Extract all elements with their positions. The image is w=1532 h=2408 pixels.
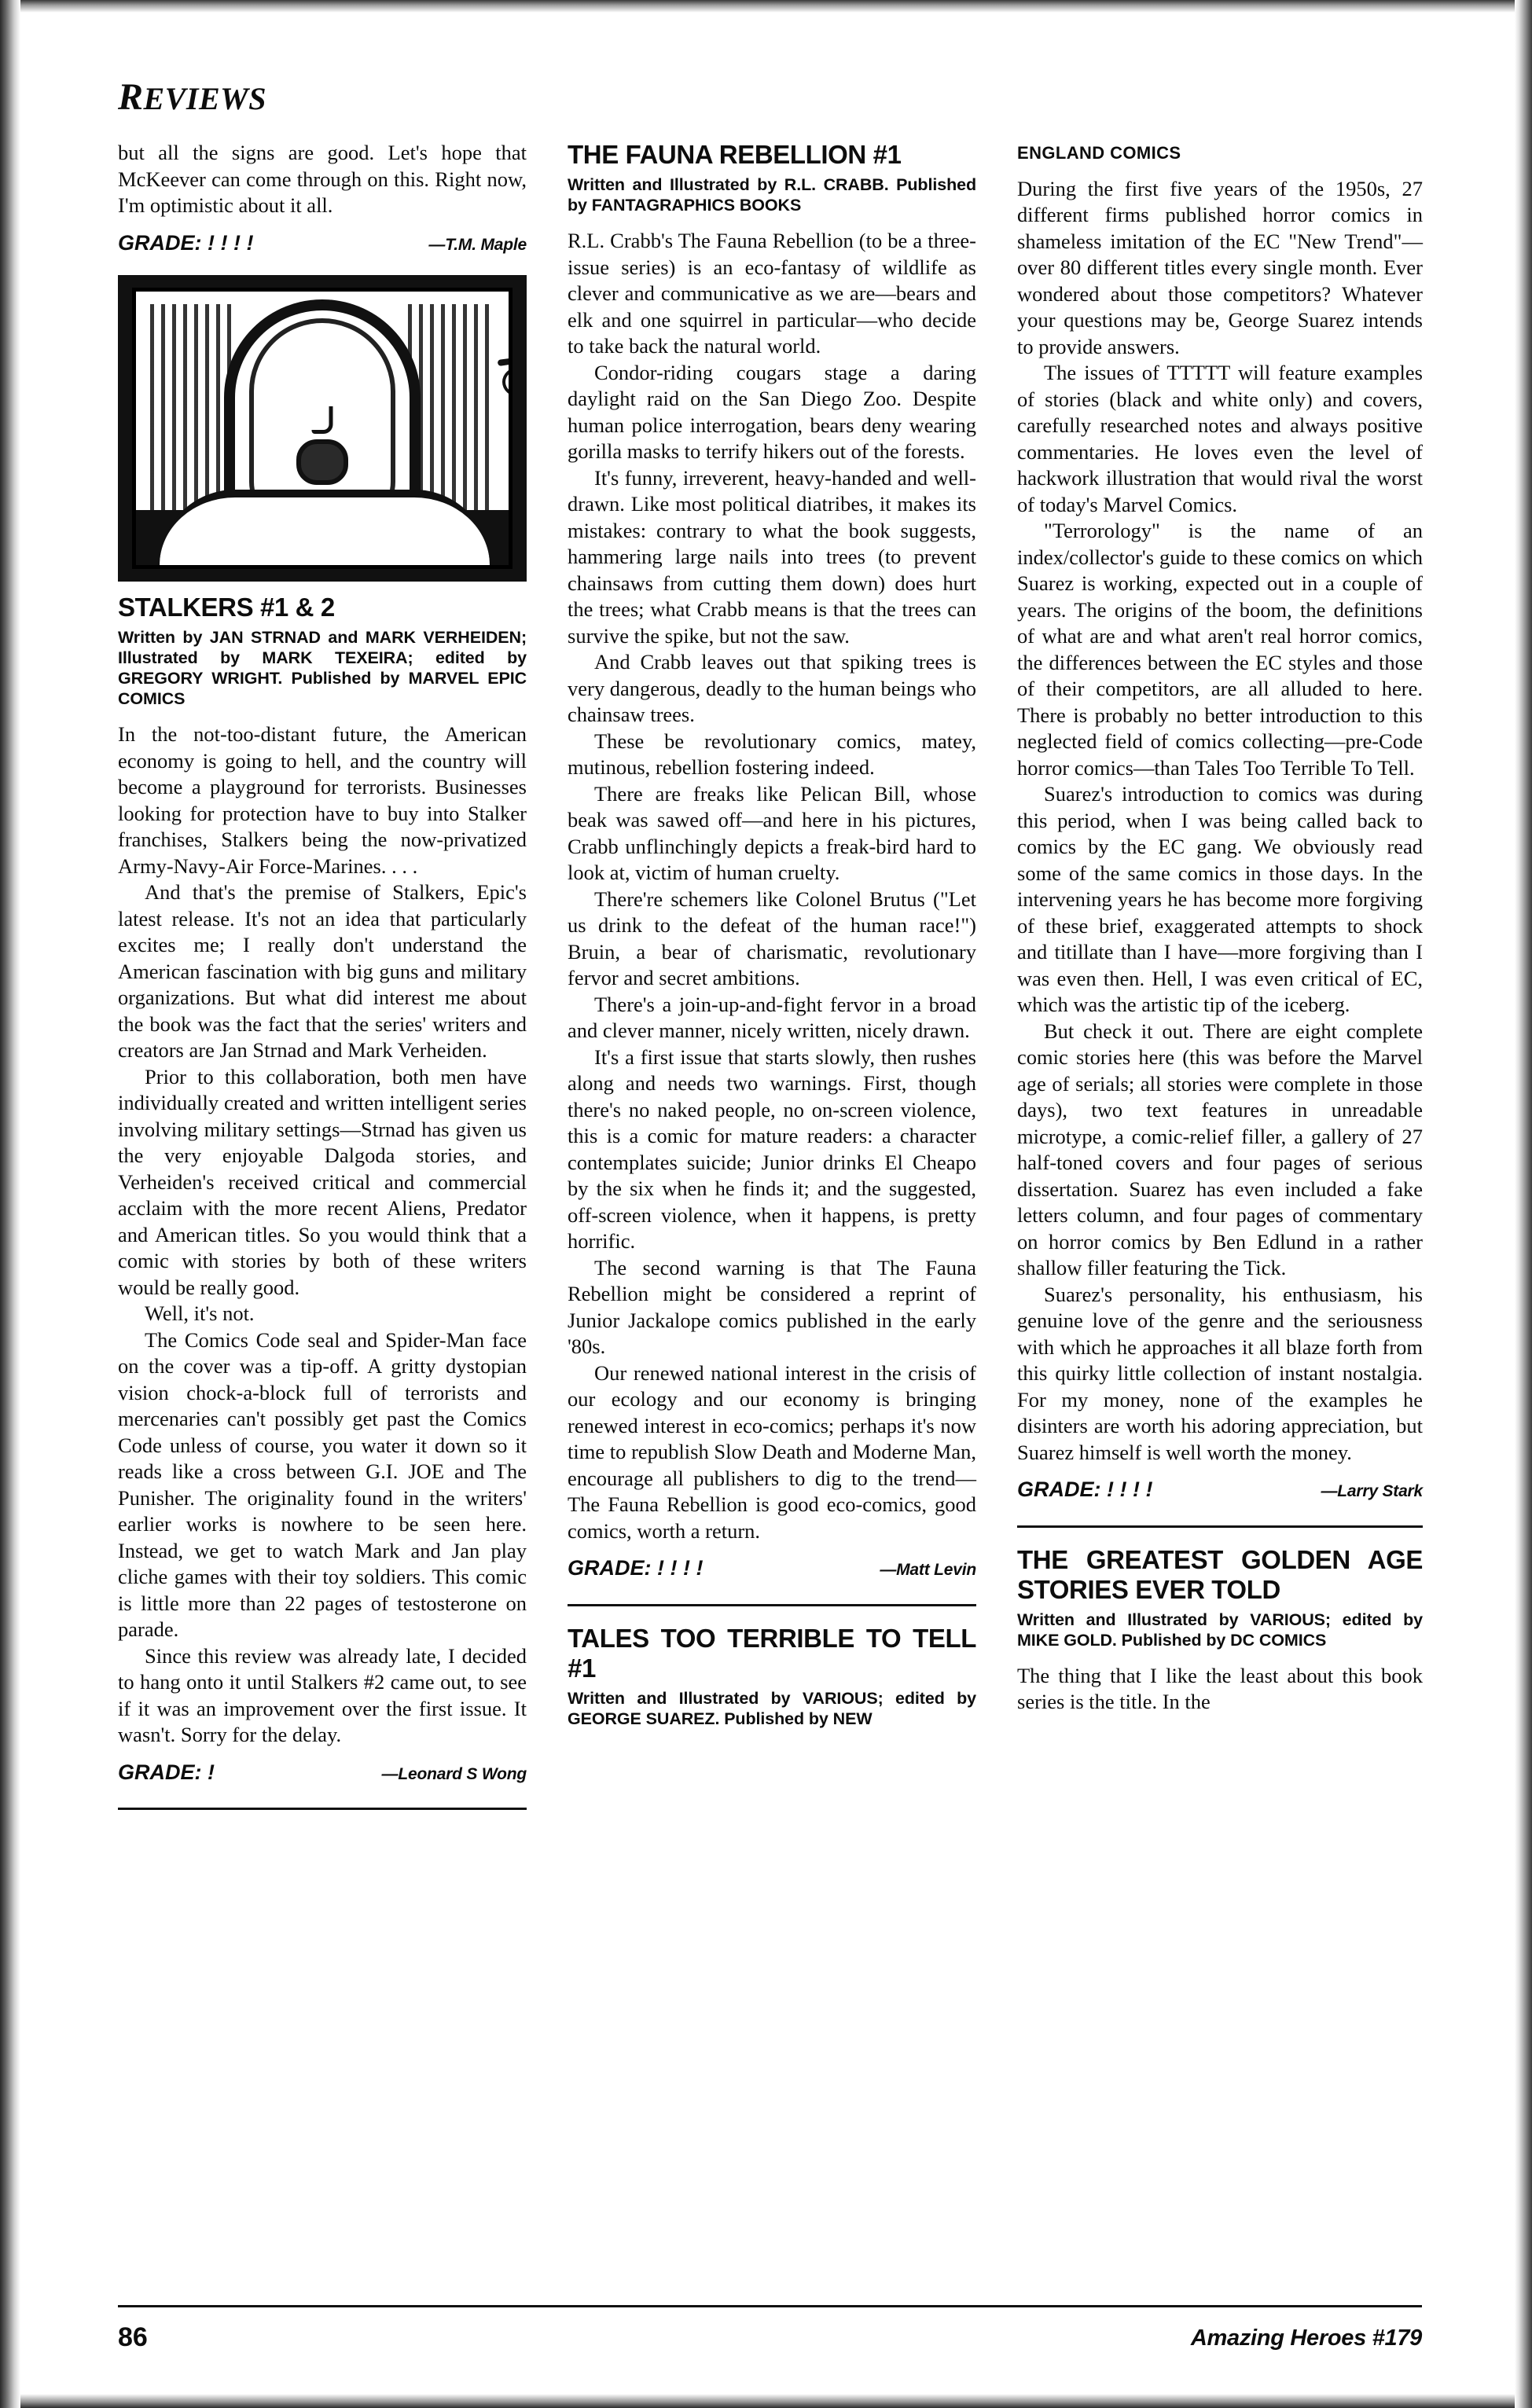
reviewer-byline: —Leonard S Wong bbox=[381, 1764, 527, 1783]
column-one bbox=[118, 140, 527, 1827]
grade-label-and-marks bbox=[118, 1760, 215, 1786]
review-paragraph: There are freaks like Pelican Bill, whose beak was sawed off—and here in his pictures, Crabb unflinchingly depicts a freak-bird hard to look at, victim of human cruelty. bbox=[568, 781, 976, 884]
grade-label: GRADE: bbox=[1017, 1477, 1101, 1501]
review-paragraph: Well, it's not. bbox=[145, 1301, 255, 1325]
column-divider-rule bbox=[118, 1808, 527, 1810]
grade-label-and-marks bbox=[568, 1555, 704, 1582]
review-paragraph: The issues of TTTTT will feature examples of stories (black and white only) and covers, carefully researched notes and always positive commentaries. He loves even the level of hackwork illustration that would rival the worst of today's Marvel Comics. bbox=[1017, 361, 1423, 516]
column-three bbox=[1017, 140, 1423, 1716]
review-paragraph: The second warning is that The Fauna Rebellion might be considered a reprint of Junior Jackalope comics published in the early '80s. bbox=[568, 1255, 976, 1358]
reviewer-byline: —T.M. Maple bbox=[428, 235, 527, 254]
grade-label: GRADE: bbox=[118, 230, 202, 255]
grade-label-and-marks bbox=[1017, 1477, 1153, 1503]
review-divider-rule bbox=[568, 1604, 976, 1606]
review-paragraph: Our renewed national interest in the crisis of our ecology and our economy is bringing renewed interest in eco-comics; perhaps it's now time to republish Slow Death and Moderne Man, encourage all publishers to dig to the trend—The Fauna Rebellion is good eco-comics, good comics, worth a return. bbox=[568, 1360, 976, 1543]
grade-line-previous-review bbox=[118, 230, 527, 259]
grade-line-tales-too-terrible bbox=[1017, 1477, 1423, 1505]
grade-marks: ! ! ! ! bbox=[1107, 1477, 1153, 1501]
art-frame bbox=[132, 288, 513, 569]
continued-paragraph: but all the signs are good. Let's hope that McKeever can come through on this. Right now, I'm optimistic about it all. bbox=[118, 141, 527, 217]
article-columns bbox=[118, 140, 1423, 2309]
grade-label: GRADE: bbox=[568, 1556, 652, 1580]
art-nose bbox=[312, 406, 333, 434]
review-title-tales-too-terrible: TALES TOO TERRIBLE TO TELL #1 bbox=[568, 1623, 976, 1683]
stalkers-cover-art bbox=[118, 275, 527, 582]
review-paragraph: "Terrorology" is the name of an index/collector's guide to these comics on which Suarez is working, expected out in a couple of years. The origins of the boom, the definitions of what are and what aren't real horror comics, the differences between the EC styles and those of their competitors, are all alluded to here. There is probably no better introduction to this neglected field of comics collecting—pre-Code horror comics—than Tales Too Terrible To Tell. bbox=[1017, 519, 1423, 780]
review-paragraph: It's funny, irreverent, heavy-handed and well-drawn. Like most political diatribes, it makes its mistakes: contrary to what the book suggests, hammering large nails into trees (to prevent chainsaws from cutting them down) does hurt the trees; what Crabb means is that the trees can survive the spike, but not the saw. bbox=[568, 465, 976, 648]
review-paragraph: Condor-riding cougars stage a daring daylight raid on the San Diego Zoo. Despite human police interrogation, bears deny wearing gorilla masks to terrify hikers out of the forests. bbox=[568, 360, 976, 463]
review-credits-tales-too-terrible: Written and Illustrated by VARIOUS; edited by GEORGE SUAREZ. Published by NEW bbox=[568, 1688, 976, 1728]
reviewer-byline: —Larry Stark bbox=[1321, 1482, 1423, 1500]
review-title-stalkers: STALKERS #1 & 2 bbox=[118, 593, 335, 622]
review-title-golden-age: THE GREATEST GOLDEN AGE STORIES EVER TOLD bbox=[1017, 1544, 1423, 1604]
footer-rule bbox=[118, 2305, 1422, 2307]
reviewer-byline: —Matt Levin bbox=[880, 1561, 976, 1579]
review-paragraph: And that's the premise of Stalkers, Epic's latest release. It's not an idea that particularly excites me; I really don't understand the American fascination with big guns and military organizations. But what did interest me about the book was the fact that the series' writers and creators are Jan Strnad and Mark Verheiden. bbox=[118, 880, 527, 1062]
review-paragraph: The Comics Code seal and Spider-Man face on the cover was a tip-off. A gritty dystopian vision chock-a-block full of terrorists and mercenaries can't possibly get past the Comics Code unless of course, you water it down so it reads like a cross between G.I. JOE and The Punisher. The originality found in the writers' earlier works is nowhere to be seen here. Instead, we get to watch Mark and Jan play cliche games with their toy soldiers. This comic is little more than 22 pages of testosterone on parade. bbox=[118, 1327, 527, 1641]
grade-marks: ! ! ! ! bbox=[657, 1556, 704, 1580]
page-top-edge bbox=[0, 0, 1532, 13]
review-paragraph: R.L. Crabb's The Fauna Rebellion (to be a three-issue series) is an eco-fantasy of wildlife as clever and communicative as we are—bears and elk and one squirrel in particular—who decide to take back the natural world. bbox=[568, 229, 976, 358]
review-title-fauna: THE FAUNA REBELLION #1 bbox=[568, 140, 902, 169]
review-paragraph: Prior to this collaboration, both men have individually created and written intelligent series involving military settings—Strnad has given us the very enjoyable Dalgoda stories, and Verheiden's received critical and commercial acclaim with the more recent Aliens, Predator and American titles. So you would think that a comic with stories by both of these writers would be really good. bbox=[118, 1064, 527, 1299]
section-header bbox=[118, 75, 266, 119]
review-paragraph: But check it out. There are eight complete comic stories here (this was before the Marvel age of serials; all stories were complete in those days), two text features in unreadable microtype, a comic-relief filler, a gallery of 27 half-toned covers and four pages of serious dissertation. Suarez has even included a fake letters column, and four pages of commentary on horror comics by Ben Edlund in a rather shallow filler featuring the Tick. bbox=[1017, 1019, 1423, 1279]
grade-line-fauna bbox=[568, 1555, 976, 1584]
page-bottom-edge bbox=[0, 2394, 1532, 2408]
grade-marks: ! bbox=[208, 1760, 215, 1784]
review-paragraph: Suarez's personality, his enthusiasm, his genuine love of the genre and the seriousness with which he approaches it all blaze forth from this quirky little collection of instant nostalgia. For my money, none of the examples he disinters are worth his adoring appreciation, but Suarez himself is well worth the money. bbox=[1017, 1282, 1423, 1464]
art-mouth bbox=[296, 439, 348, 485]
review-paragraph: And Crabb leaves out that spiking trees is very dangerous, deadly to the human beings who chainsaw trees. bbox=[568, 650, 976, 726]
review-divider-rule bbox=[1017, 1525, 1423, 1528]
grade-label-and-marks bbox=[118, 230, 254, 257]
review-paragraph: The thing that I like the least about this book series is the title. In the bbox=[1017, 1663, 1423, 1713]
grade-line-stalkers bbox=[118, 1760, 527, 1788]
review-paragraph: It's a first issue that starts slowly, then rushes along and needs two warnings. First, though there's no naked people, no on-screen violence, this is a comic for mature readers: a character contemplates suicide; Junior drinks El Cheapo by the six when he finds it; and the suggested, off-screen violence, when it happens, is pretty horrific. bbox=[568, 1044, 976, 1253]
review-paragraph: These be revolutionary comics, matey, mutinous, rebellion fostering indeed. bbox=[568, 729, 976, 779]
art-shoulders bbox=[136, 510, 509, 565]
page-number: 86 bbox=[118, 2322, 148, 2352]
art-brow-left bbox=[498, 355, 513, 366]
art-eye-left bbox=[502, 367, 513, 397]
review-paragraph: Suarez's introduction to comics was during this period, when I was being called back to comics by the EC gang. We obviously read some of the same comics in those days. In the intervening years he has become more forgiving of these brief, exaggerated attempts to shock and titillate than I have—more forgiving than I was even then. Hell, I was even critical of EC, which was the artistic tip of the iceberg. bbox=[1017, 782, 1423, 1016]
section-header-text: REVIEWS bbox=[118, 76, 266, 118]
publisher-continuation: ENGLAND COMICS bbox=[1017, 143, 1181, 163]
review-paragraph: There're schemers like Colonel Brutus ("Let us drink to the defeat of the human race!") Bruin, a bear of charismatic, revolutionary fervor and secret ambitions. bbox=[568, 886, 976, 989]
review-paragraph: There's a join-up-and-fight fervor in a broad and clever manner, nicely written, nicely drawn. bbox=[568, 992, 976, 1042]
review-credits-golden-age: Written and Illustrated by VARIOUS; edited by MIKE GOLD. Published by DC COMICS bbox=[1017, 1610, 1423, 1650]
grade-marks: ! ! ! ! bbox=[208, 230, 254, 255]
grade-label: GRADE: bbox=[118, 1760, 202, 1784]
review-credits-stalkers: Written by JAN STRNAD and MARK VERHEIDEN; Illustrated by MARK TEXEIRA; edited by GREGORY WRIGHT. Published by MARVEL EPIC COMICS bbox=[118, 628, 527, 708]
magazine-issue-label: Amazing Heroes #179 bbox=[1190, 2325, 1422, 2351]
column-two bbox=[568, 140, 976, 1729]
review-paragraph: During the first five years of the 1950s, 27 different firms published horror comics in shameless imitation of the EC "New Trend"—over 80 different titles every single month. Ever wondered about those competitors? Whatever your questions may be, George Suarez intends to provide answers. bbox=[1017, 176, 1423, 358]
review-paragraph: In the not-too-distant future, the American economy is going to hell, and the country will become a playground for terrorists. Businesses looking for protection have to buy into Stalker franchises, Stalkers being the now-privatized Army-Navy-Air Force-Marines. . . . bbox=[118, 722, 527, 878]
review-credits-fauna: Written and Illustrated by R.L. CRABB. Published by FANTAGRAPHICS BOOKS bbox=[568, 175, 976, 215]
review-paragraph: Since this review was already late, I decided to hang onto it until Stalkers #2 came out, to see if it was an improvement over the first issue. It wasn't. Sorry for the delay. bbox=[118, 1643, 527, 1746]
